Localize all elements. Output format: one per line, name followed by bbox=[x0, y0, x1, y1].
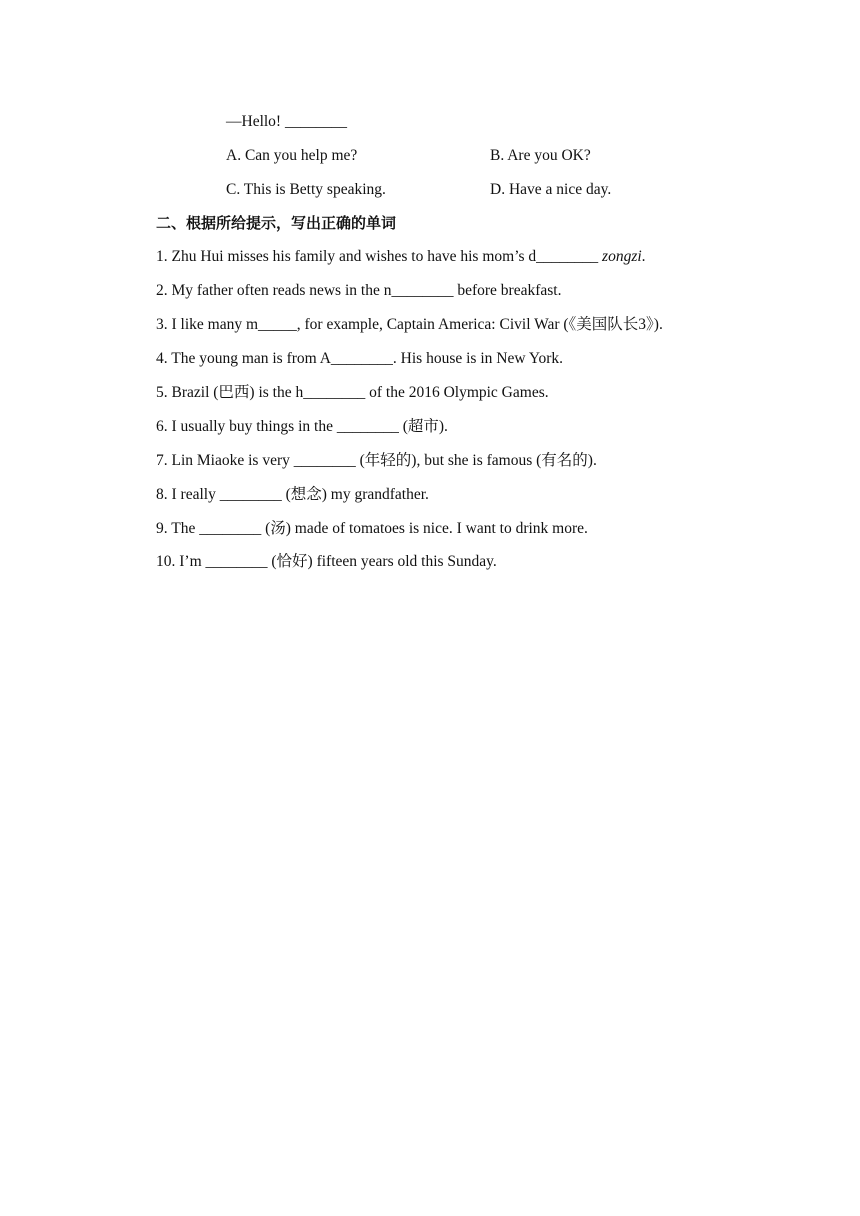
option-c: C. This is Betty speaking. bbox=[226, 181, 386, 198]
question-3: 3. I like many m_____, for example, Captain America: Civil War (《美国队长3》). bbox=[156, 316, 663, 333]
question-1-tail: . bbox=[641, 248, 646, 265]
question-4: 4. The young man is from A________. His house is in New York. bbox=[156, 350, 564, 367]
question-9: 9. The ________ (汤) made of tomatoes is nice. I want to drink more. bbox=[156, 520, 588, 537]
section-heading: 二、根据所给提示，写出正确的单词 bbox=[156, 214, 397, 232]
question-6: 6. I usually buy things in the ________ (超市). bbox=[156, 418, 448, 435]
question-7: 7. Lin Miaoke is very ________ (年轻的), but she is famous (有名的). bbox=[156, 452, 597, 469]
question-1-text: 1. Zhu Hui misses his family and wishes to have his mom’s d________ bbox=[156, 248, 603, 265]
question-1 bbox=[156, 247, 646, 267]
question-8: 8. I really ________ (想念) my grandfather. bbox=[156, 486, 429, 503]
question-1-italic-word: zongzi bbox=[602, 248, 642, 265]
dialogue-prompt: —Hello! ________ bbox=[226, 113, 347, 130]
option-b: B. Are you OK? bbox=[490, 147, 591, 164]
option-a: A. Can you help me? bbox=[226, 147, 358, 164]
option-d: D. Have a nice day. bbox=[490, 181, 612, 198]
question-2: 2. My father often reads news in the n________ before breakfast. bbox=[156, 282, 562, 299]
question-10: 10. I’m ________ (恰好) fifteen years old this Sunday. bbox=[156, 553, 497, 570]
question-5: 5. Brazil (巴西) is the h________ of the 2016 Olympic Games. bbox=[156, 384, 549, 401]
